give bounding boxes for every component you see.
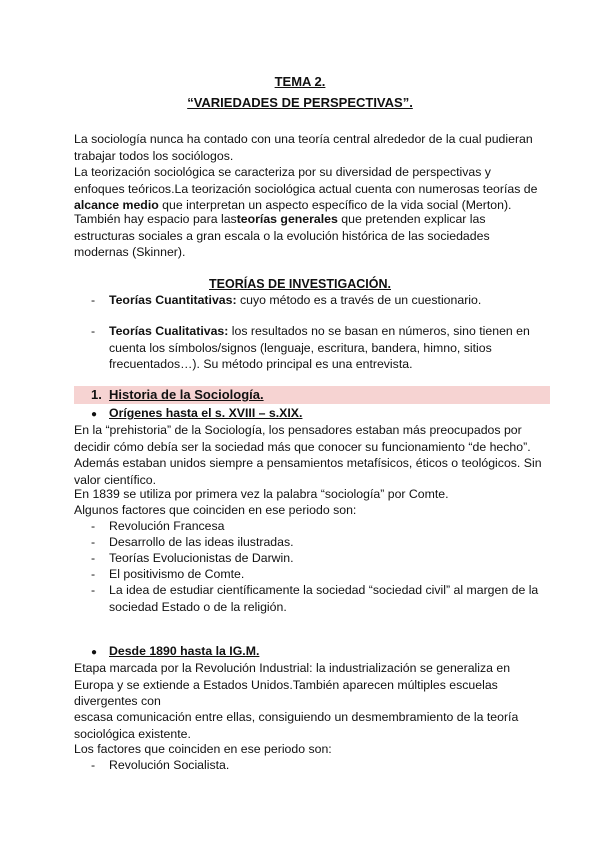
dash-bullet: - [91, 535, 96, 549]
intro-paragraph-2: La teorización sociológica se caracteriza por su diversidad de perspectivas y enfoques teóricos.La teorización sociológica actual cuenta con numerosas teorías de alcance medio que interpretan un aspecto específico de la vida social (Merton). [74, 165, 538, 213]
desde1890-heading: Desde 1890 hasta la IG.M. [109, 644, 260, 658]
list-item: Desarrollo de las ideas ilustradas. [109, 535, 294, 549]
list-item: Teorías Cuantitativas: cuyo método es a través de un cuestionario. [109, 293, 482, 307]
list-item: Revolución Socialista. [109, 758, 230, 772]
dash-bullet: - [91, 293, 96, 307]
dash-bullet: - [91, 519, 96, 533]
list-item: Teorías Cualitativas: los resultados no se basan en números, sino tienen en cuenta los símbolos/signos (lenguaje, escritura, bandera, himno, sitios frecuentados…). Su método principal es una entrevista. [109, 324, 530, 372]
intro-paragraph-1: La sociología nunca ha contado con una teoría central alrededor de la cual pudieran trabajar todos los sociólogos. [74, 132, 533, 163]
bullet-icon: ● [91, 409, 98, 420]
page-subtitle: “VARIEDADES DE PERSPECTIVAS”. [187, 95, 413, 110]
dash-bullet: - [91, 758, 96, 772]
desde1890-paragraph-1a: Etapa marcada por la Revolución Industrial: la industrialización se generaliza en Europa y se extiende a Estados Unidos.También aparecen múltiples escuelas divergentes con [74, 661, 511, 709]
dash-bullet: - [91, 551, 96, 565]
list-item: Revolución Francesa [109, 519, 225, 533]
intro-paragraph-3: También hay espacio para lasteorías generales que pretenden explicar las estructuras sociales a gran escala o la evolución histórica de las sociedades modernas (Skinner). [74, 212, 490, 260]
origenes-paragraph-1: En la “prehistoria” de la Sociología, los pensadores estaban más preocupados por decidir cómo debía ser la sociedad más que conocer su funcionamiento “de hecho”. Además estaban unidos siempre a pensamientos metafísicos, éticos o teológicos. Sin valor científico. [74, 423, 542, 487]
list-item: Teorías Evolucionistas de Darwin. [109, 551, 294, 565]
list-item: El positivismo de Comte. [109, 567, 245, 581]
dash-bullet: - [91, 583, 96, 597]
alcance-medio-term: alcance medio [74, 198, 159, 213]
investigacion-heading: TEORÍAS DE INVESTIGACIÓN. [209, 277, 391, 291]
origenes-paragraph-2: En 1839 se utiliza por primera vez la palabra “sociología” por Comte. [74, 487, 449, 501]
desde1890-paragraph-1b: escasa comunicación entre ellas, consiguiendo un desmembramiento de la teoría sociológica existente. [74, 710, 519, 741]
teorias-generales-term: teorías generales [236, 212, 338, 226]
origenes-paragraph-3: Algunos factores que coinciden en ese periodo son: [74, 503, 357, 517]
section-number: 1. [91, 387, 102, 402]
desde1890-paragraph-2: Los factores que coinciden en ese periodo son: [74, 742, 332, 756]
dash-bullet: - [91, 324, 96, 338]
list-item: La idea de estudiar científicamente la sociedad “sociedad civil” al margen de la sociedad Estado o de la religión. [109, 583, 539, 614]
bullet-icon: ● [91, 647, 98, 658]
page-title: TEMA 2. [274, 74, 326, 89]
origenes-heading: Orígenes hasta el s. XVIII – s.XIX. [109, 406, 303, 420]
section-heading: Historia de la Sociología. [109, 387, 264, 402]
dash-bullet: - [91, 567, 96, 581]
